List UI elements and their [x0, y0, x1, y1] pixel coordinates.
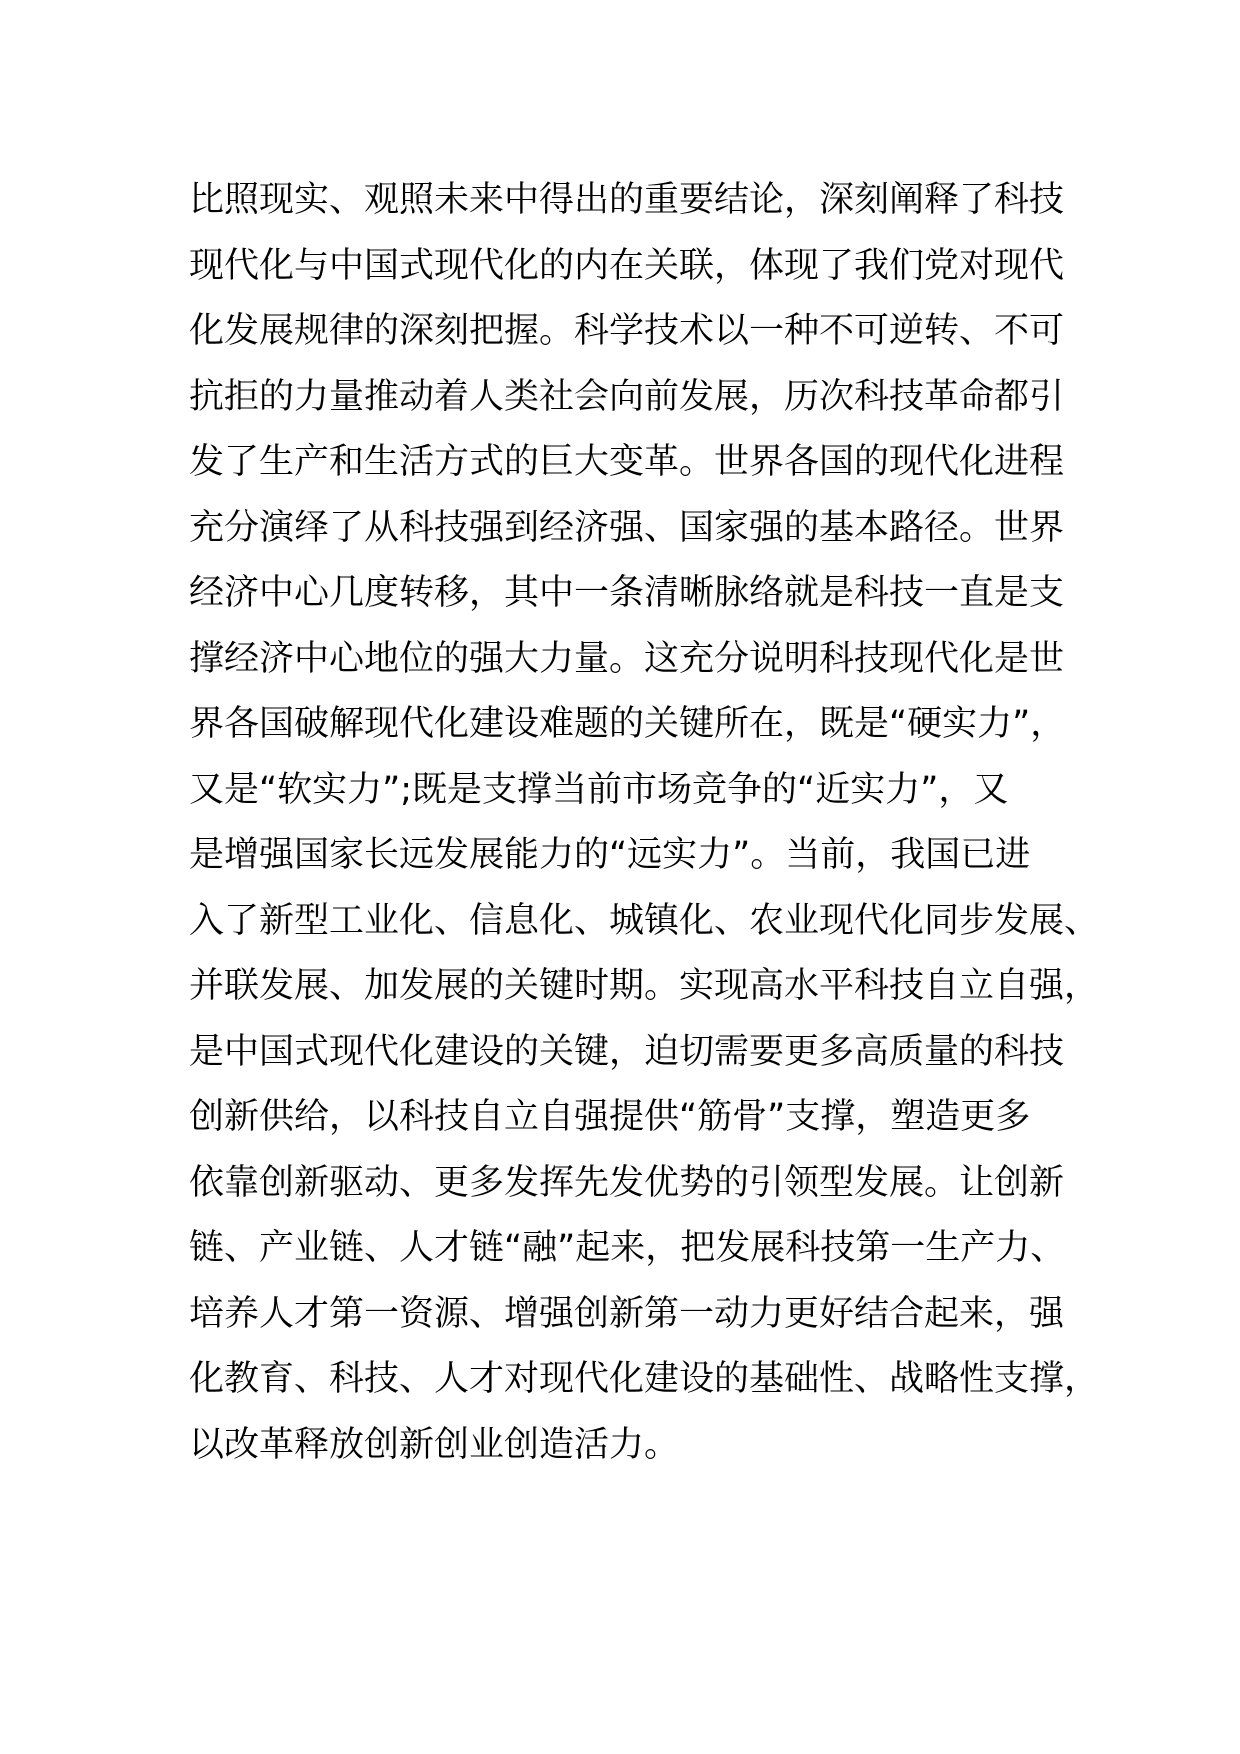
text-line: 经济中心几度转移，其中一条清晰脉络就是科技一直是支	[189, 573, 1065, 613]
body-paragraph	[189, 168, 1100, 1478]
text-line: 以改革释放创新创业创造活力。	[189, 1424, 680, 1465]
text-line: 充分演绎了从科技强到经济强、国家强的基本路径。世界	[189, 507, 1065, 548]
text-line: 抗拒的力量推动着人类社会向前发展，历次科技革命都引	[189, 376, 1065, 417]
text-line: 撑经济中心地位的强大力量。这充分说明科技现代化是世	[189, 638, 1065, 679]
text-line: 比照现实、观照未来中得出的重要结论，深刻阐释了科技	[189, 180, 1065, 220]
text-line: 现代化与中国式现代化的内在关联，体现了我们党对现代	[189, 245, 1065, 286]
text-line: 是中国式现代化建设的关键，迫切需要更多高质量的科技	[189, 1031, 1065, 1072]
text-line: 并联发展、加发展的关键时期。实现高水平科技自立自强，	[189, 966, 1100, 1006]
text-line: 链、产业链、人才链“融”起来，把发展科技第一生产力、	[189, 1228, 1066, 1268]
text-line: 依靠创新驱动、更多发挥先发优势的引领型发展。让创新	[189, 1162, 1065, 1203]
text-line: 是增强国家长远发展能力的“远实力”。当前，我国已进	[189, 835, 1031, 875]
text-line: 发了生产和生活方式的巨大变革。世界各国的现代化进程	[189, 442, 1065, 482]
text-line: 培养人才第一资源、增强创新第一动力更好结合起来，强	[189, 1293, 1065, 1334]
text-line: 化发展规律的深刻把握。科学技术以一种不可逆转、不可	[189, 311, 1065, 351]
text-line: 界各国破解现代化建设难题的关键所在，既是“硬实力”，	[189, 704, 1066, 744]
text-line: 化教育、科技、人才对现代化建设的基础性、战略性支撑，	[189, 1359, 1100, 1399]
text-line: 创新供给，以科技自立自强提供“筋骨”支撑，塑造更多	[189, 1097, 1031, 1137]
text-line: 入了新型工业化、信息化、城镇化、农业现代化同步发展、	[189, 900, 1100, 941]
text-line: 又是“软实力”;既是支撑当前市场竞争的“近实力”，又	[189, 769, 1009, 810]
